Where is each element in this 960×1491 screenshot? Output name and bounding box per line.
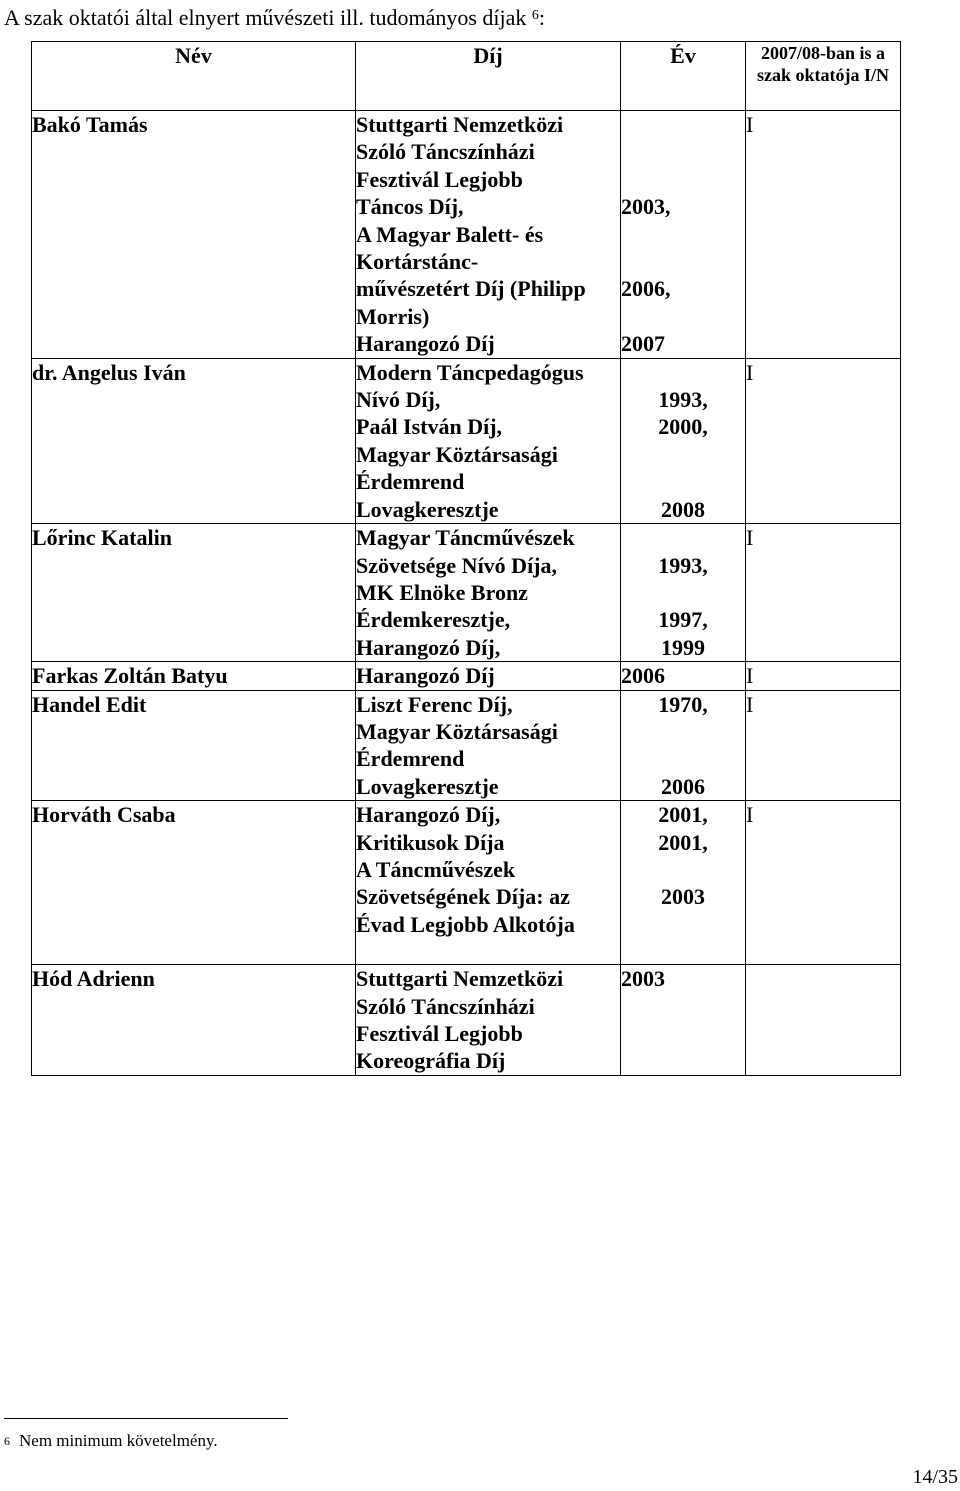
cell-award: Stuttgarti Nemzetközi Szóló Táncszínházi Fesztivál Legjobb Koreográfia Díj (356, 966, 564, 1074)
cell-year: 2001, 2001, 2003 (658, 802, 708, 910)
cell-name: dr. Angelus Iván (32, 358, 356, 523)
cell-name: Bakó Tamás (32, 111, 356, 359)
header-name: Név (32, 42, 356, 111)
table-row (32, 662, 901, 690)
cell-award: Modern Táncpedagógus Nívó Díj, Paál István Díj, Magyar Köztársasági Érdemrend Lovagkeresztje (356, 359, 584, 522)
table-row (32, 801, 901, 965)
cell-staff: I (746, 524, 901, 662)
page-number: 14/35 (912, 1466, 958, 1488)
cell-year: 2003, 2006, 2007 (621, 194, 671, 357)
cell-name: Lőrinc Katalin (32, 524, 356, 662)
cell-name: Farkas Zoltán Batyu (32, 662, 356, 690)
heading-footnote-mark: 6 (531, 8, 539, 23)
cell-year: 1970, 2006 (658, 691, 708, 799)
cell-staff: I (746, 358, 901, 523)
heading-text: A szak oktatói által elnyert művészeti ill. tudományos díjak (4, 5, 527, 30)
cell-name: Hód Adrienn (32, 965, 356, 1076)
cell-award: Liszt Ferenc Díj, Magyar Köztársasági Érdemrend Lovagkeresztje (356, 691, 558, 799)
cell-year: 1993, 1997, 1999 (658, 552, 708, 660)
cell-year: 1993, 2000, 2008 (658, 387, 708, 522)
cell-staff (746, 965, 901, 1076)
cell-staff: I (746, 662, 901, 690)
table-row (32, 524, 901, 662)
table-row (32, 358, 901, 523)
table-row (32, 965, 901, 1076)
cell-staff: I (746, 111, 901, 359)
header-staff: 2007/08-ban is a szak oktatója I/N (746, 42, 901, 111)
cell-award: Harangozó Díj (356, 663, 495, 689)
cell-award: Magyar Táncművészek Szövetsége Nívó Díja, MK Elnöke Bronz Érdemkeresztje, Harangozó Díj, (356, 525, 575, 660)
awards-table (31, 41, 901, 1076)
cell-year: 2006 (621, 663, 665, 689)
cell-award: Stuttgarti Nemzetközi Szóló Táncszínházi Fesztivál Legjobb Táncos Díj, A Magyar Balett- és Kortárstánc- művészetért Díj (Philipp Morris) Harangozó Díj (356, 112, 586, 357)
table-row (32, 111, 901, 359)
header-award: Díj (356, 42, 621, 111)
table-header-row (32, 42, 901, 111)
section-heading (4, 4, 545, 32)
footnote-mark: 6 (4, 1434, 10, 1448)
cell-award: Harangozó Díj, Kritikusok Díja A Táncművészek Szövetségének Díja: az Évad Legjobb Alkotója (356, 802, 575, 937)
table-row (32, 690, 901, 801)
heading-suffix: : (538, 5, 546, 30)
footnote-text: Nem minimum követelmény. (19, 1431, 218, 1450)
header-year: Év (621, 42, 746, 111)
cell-staff: I (746, 690, 901, 801)
footnote-separator (4, 1418, 288, 1419)
cell-staff: I (746, 801, 901, 965)
cell-year: 2003 (621, 966, 665, 992)
cell-name: Handel Edit (32, 690, 356, 801)
footnote (4, 1430, 218, 1452)
cell-name: Horváth Csaba (32, 801, 356, 965)
